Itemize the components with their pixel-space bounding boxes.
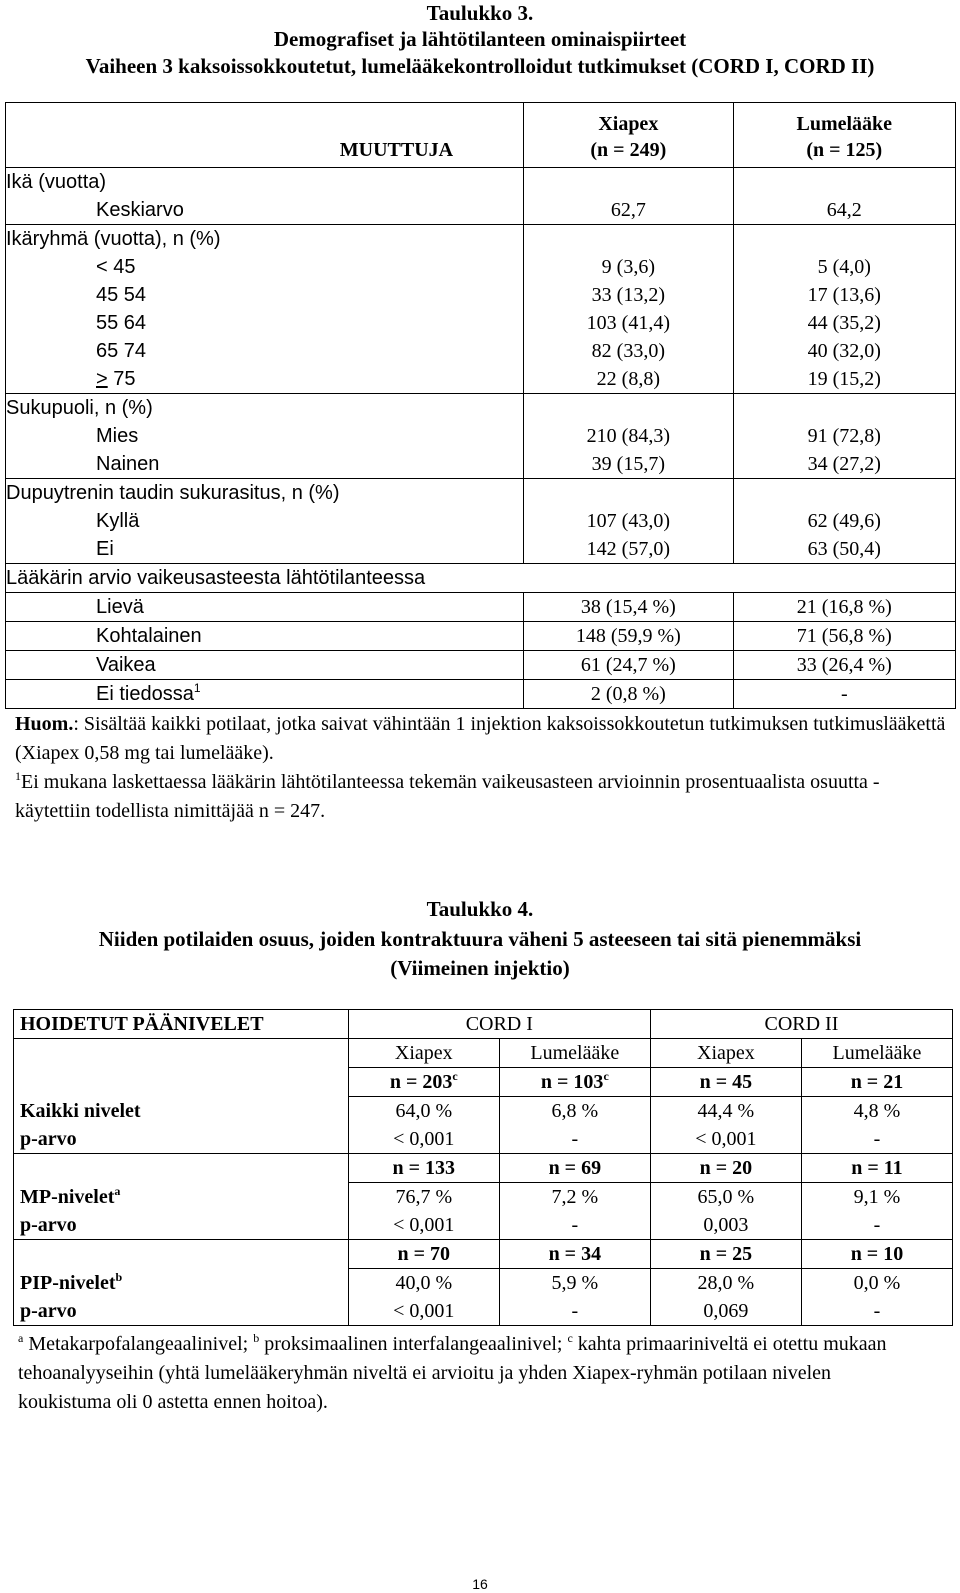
placebo-value: 19 (15,2) — [733, 365, 955, 394]
table-row — [6, 309, 956, 337]
section-label: Dupuytrenin taudin sukurasitus, n (%) — [6, 479, 524, 508]
row-label: Nainen — [96, 453, 160, 475]
table-row — [14, 1211, 953, 1240]
table-row — [6, 622, 956, 651]
table-row: $n = 203^c$ $n = 103^c$ n = 45 n = 21 — [14, 1068, 953, 1097]
table-row — [6, 253, 956, 281]
table-header-row — [14, 1010, 953, 1039]
n-value: n = 70 — [348, 1240, 499, 1269]
table4-subtitle: (Viimeinen injektio) — [390, 956, 570, 980]
table-row — [6, 651, 956, 680]
table3-subtitle: Vaiheen 3 kaksoissokkoutetut, lumelääkekontrolloidut tutkimukset (CORD I, CORD II) — [85, 54, 875, 78]
section-label: Ikä (vuotta) — [6, 168, 524, 197]
p-value: 0,069 — [650, 1297, 801, 1326]
table-row — [6, 196, 956, 225]
placebo-value: 21 (16,8 %) — [733, 593, 955, 622]
percent-value: 9,1 % — [801, 1183, 952, 1212]
xiapex-value: 61 (24,7 %) — [524, 651, 733, 680]
xiapex-value: 142 (57,0) — [524, 535, 733, 564]
placebo-value: 5 (4,0) — [733, 253, 955, 281]
xiapex-value: 210 (84,3) — [524, 422, 733, 450]
placebo-value: 44 (35,2) — [733, 309, 955, 337]
n-value: n = 20 — [650, 1154, 801, 1183]
xiapex-value: 103 (41,4) — [524, 309, 733, 337]
n-value: n = 25 — [650, 1240, 801, 1269]
table3-title: Demografiset ja lähtötilanteen ominaispiirteet — [273, 27, 687, 51]
table4-title: Niiden potilaiden osuus, joiden kontraktuura väheni 5 asteeseen tai sitä pienemmäksi — [98, 927, 862, 951]
percent-value: 4,8 % — [801, 1097, 952, 1126]
row-label: Kohtalainen — [96, 625, 202, 647]
placebo-value: - — [733, 680, 955, 709]
header-cord1: CORD I — [348, 1010, 650, 1039]
p-value: < 0,001 — [348, 1125, 499, 1154]
table-row — [14, 1097, 953, 1126]
row-label: MP-nivelet — [20, 1185, 115, 1208]
placebo-value: 34 (27,2) — [733, 450, 955, 479]
table-row — [14, 1240, 953, 1269]
footnote-text: Ei mukana laskettaessa lääkärin lähtötilanteessa tekemän vaikeusasteen arvioinnin prosentuaalista osuutta - käytettiin todellista nimittäjää n = 247. — [15, 771, 880, 822]
xiapex-value: 62,7 — [524, 196, 733, 225]
table-header-row — [14, 1039, 953, 1068]
table-row — [6, 593, 956, 622]
table-row — [6, 281, 956, 309]
section-label: Ikäryhmä (vuotta), n (%) — [6, 225, 524, 254]
xiapex-value: 39 (15,7) — [524, 450, 733, 479]
n-value: n = 11 — [801, 1154, 952, 1183]
xiapex-value: 148 (59,9 %) — [524, 622, 733, 651]
header-joints: HOIDETUT PÄÄNIVELET — [14, 1010, 349, 1039]
table-row — [14, 1154, 953, 1183]
row-label: PIP-nivelet — [20, 1271, 116, 1294]
section-label: Lääkärin arvio vaikeusasteesta lähtötilanteessa — [6, 564, 956, 593]
table-row — [14, 1125, 953, 1154]
demographics-table — [5, 102, 956, 709]
xiapex-value: 107 (43,0) — [524, 507, 733, 535]
row-label: Ei — [96, 538, 114, 560]
row-label: Vaikea — [96, 654, 156, 676]
row-label: Lievä — [96, 596, 144, 618]
table4-footnote: $^a$ Metakarpofalangeaalinivel; $^b$ proksimaalinen interfalangeaalinivel; $^c$ kahta primaariniveltä ei otettu mukaan tehoanalyyseihin (yhtä lumelääkeryhmän niveltä ei arvioitu ja yhden Xiapex-ryhmän potilaan nivelen koukistuma oli 0 astetta ennen hoitoa). — [18, 1331, 887, 1413]
footnote-mark: 1 — [15, 769, 21, 783]
header-cord2: CORD II — [650, 1010, 952, 1039]
percent-value: 28,0 % — [650, 1269, 801, 1298]
table-row — [6, 365, 956, 394]
table-row — [6, 507, 956, 535]
n-value: n = 45 — [650, 1068, 801, 1097]
header-xiapex: Xiapex — [650, 1039, 801, 1068]
p-label: p-arvo — [14, 1211, 349, 1240]
percent-value: 76,7 % — [348, 1183, 499, 1212]
xiapex-value: 9 (3,6) — [524, 253, 733, 281]
row-label: 45 54 — [96, 284, 147, 306]
table-row — [6, 422, 956, 450]
n-value: n = 10 — [801, 1240, 952, 1269]
note-text: : Sisältää kaikki potilaat, jotka saivat vähintään 1 injektion kaksoissokkoutetun tutkimuksen tutkimuslääkettä (Xiapex 0,58 mg tai lumelääke). — [15, 713, 946, 764]
table3-note — [15, 710, 950, 768]
table-row — [6, 680, 956, 709]
placebo-value: 62 (49,6) — [733, 507, 955, 535]
table-row — [6, 564, 956, 593]
header-variable: MUUTTUJA — [6, 103, 524, 168]
table-row — [6, 394, 956, 423]
footnote-mark: 1 — [193, 681, 201, 695]
p-value: - — [801, 1297, 952, 1326]
table-row — [14, 1297, 953, 1326]
header-placebo: Lumelääke — [499, 1039, 650, 1068]
placebo-value: 91 (72,8) — [733, 422, 955, 450]
greater-equal-icon: > — [96, 368, 108, 390]
p-value: - — [499, 1297, 650, 1326]
p-value: 0,003 — [650, 1211, 801, 1240]
xiapex-value: 38 (15,4 %) — [524, 593, 733, 622]
header-placebo: Lumelääke — [801, 1039, 952, 1068]
xiapex-value: 22 (8,8) — [524, 365, 733, 394]
percent-value: 40,0 % — [348, 1269, 499, 1298]
n-value: n = 34 — [499, 1240, 650, 1269]
percent-value: 65,0 % — [650, 1183, 801, 1212]
percent-value: 0,0 % — [801, 1269, 952, 1298]
p-value: - — [801, 1211, 952, 1240]
xiapex-value: 2 (0,8 %) — [524, 680, 733, 709]
row-label: Keskiarvo — [96, 199, 184, 221]
header-placebo: Lumelääke (n = 125) — [733, 103, 955, 168]
percent-value: 6,8 % — [499, 1097, 650, 1126]
n-value: n = 103 — [540, 1071, 604, 1093]
row-label: 55 64 — [96, 312, 147, 334]
row-label: 75 — [113, 368, 136, 390]
percent-value: 5,9 % — [499, 1269, 650, 1298]
table3-caption: Taulukko 3. — [426, 1, 534, 25]
note-label: Huom. — [15, 713, 74, 735]
table-row — [6, 450, 956, 479]
p-value: - — [499, 1211, 650, 1240]
row-label: 65 74 — [96, 340, 147, 362]
row-label: Kyllä — [96, 510, 140, 532]
xiapex-value: 82 (33,0) — [524, 337, 733, 365]
percent-value: 44,4 % — [650, 1097, 801, 1126]
placebo-value: 71 (56,8 %) — [733, 622, 955, 651]
n-value: n = 133 — [348, 1154, 499, 1183]
n-value: n = 203 — [389, 1071, 453, 1093]
percent-value: 64,0 % — [348, 1097, 499, 1126]
p-label: p-arvo — [14, 1297, 349, 1326]
placebo-value: 63 (50,4) — [733, 535, 955, 564]
table4-caption: Taulukko 4. — [426, 897, 534, 921]
placebo-value: 40 (32,0) — [733, 337, 955, 365]
p-value: < 0,001 — [348, 1211, 499, 1240]
table-row — [6, 535, 956, 564]
placebo-value: 17 (13,6) — [733, 281, 955, 309]
n-value: n = 21 — [801, 1068, 952, 1097]
efficacy-table — [13, 1009, 953, 1326]
table-row: PIP-nivelet$^b$ 40,0 % 5,9 % 28,0 % 0,0 % — [14, 1269, 953, 1298]
p-value: < 0,001 — [348, 1297, 499, 1326]
table-row — [6, 225, 956, 254]
table-row: MP-nivelet$^a$ 76,7 % 7,2 % 65,0 % 9,1 % — [14, 1183, 953, 1212]
row-label: Kaikki nivelet — [14, 1097, 349, 1126]
p-value: - — [499, 1125, 650, 1154]
p-value: - — [801, 1125, 952, 1154]
table-header-row — [6, 103, 956, 168]
placebo-value: 64,2 — [733, 196, 955, 225]
xiapex-value: 33 (13,2) — [524, 281, 733, 309]
table3-footnote — [15, 768, 950, 826]
n-value: n = 69 — [499, 1154, 650, 1183]
placebo-value: 33 (26,4 %) — [733, 651, 955, 680]
table-row — [6, 337, 956, 365]
page-number: 16 — [472, 1576, 488, 1592]
row-label: Ei tiedossa — [96, 683, 194, 705]
p-label: p-arvo — [14, 1125, 349, 1154]
section-label: Sukupuoli, n (%) — [6, 394, 524, 423]
table-row — [6, 479, 956, 508]
row-label: Mies — [96, 425, 139, 447]
header-xiapex: Xiapex (n = 249) — [524, 103, 733, 168]
p-value: < 0,001 — [650, 1125, 801, 1154]
percent-value: 7,2 % — [499, 1183, 650, 1212]
header-xiapex: Xiapex — [348, 1039, 499, 1068]
table-row — [6, 168, 956, 197]
row-label: < 45 — [96, 256, 136, 278]
